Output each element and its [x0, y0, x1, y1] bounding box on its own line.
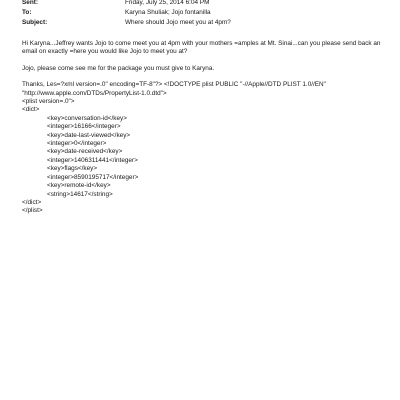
sent-label: Sent: — [22, 0, 38, 6]
plist-line: <plist version=.0"> — [22, 98, 75, 106]
to-label: To: — [22, 8, 32, 16]
plist-line: </plist> — [22, 207, 43, 215]
to-row — [22, 8, 382, 18]
plist-line: <key>date-received</key> — [47, 148, 123, 156]
to-value: Karyna Shuliak; Jojo fontanilla — [125, 8, 211, 16]
plist-line: <key>conversation-id</key> — [47, 114, 127, 122]
plist-line: "http://www.apple.com/DTDs/PropertyList-1.0.dtd"> — [22, 89, 167, 97]
plist-line: <string>14617</string> — [47, 190, 113, 198]
email-body — [22, 40, 382, 216]
plist-line: <key>date-last-viewed</key> — [47, 131, 131, 139]
sent-row — [22, 0, 382, 8]
sent-value: Friday, July 25, 2014 6:04 PM — [125, 0, 210, 6]
body-paragraph-1: Hi Karyna...Jeffrey wants Jojo to come meet you at 4pm with your mothers =amples at Mt. Sinai...can you please send back an email on exactly =here you would like Jojo to meet you at? — [22, 40, 381, 56]
plist-line: <dict> — [22, 106, 40, 114]
plist-block — [22, 81, 382, 216]
subject-row — [22, 18, 382, 28]
body-paragraph-2: Jojo, please come see me for the package you must give to Karyna. — [22, 64, 215, 72]
plist-line: <integer>0</integer> — [47, 140, 107, 148]
plist-line: <integer>16166</integer> — [47, 123, 121, 131]
plist-line: <key>flags</key> — [47, 165, 98, 173]
plist-line: <integer>1406311441</integer> — [47, 156, 138, 164]
plist-line: <integer>8590195717</integer> — [47, 173, 139, 181]
plist-line: </dict> — [22, 198, 42, 206]
subject-value: Where should Jojo meet you at 4pm? — [125, 18, 231, 26]
email-header — [22, 0, 382, 27]
subject-label: Subject: — [22, 18, 48, 26]
plist-line: Thanks, Les=?xml version=.0" encoding=TF-8"?> <!DOCTYPE plist PUBLIC "-//Apple//DTD PLIST 1.0//EN" — [22, 81, 326, 89]
plist-line: <key>remote-id</key> — [47, 182, 111, 190]
